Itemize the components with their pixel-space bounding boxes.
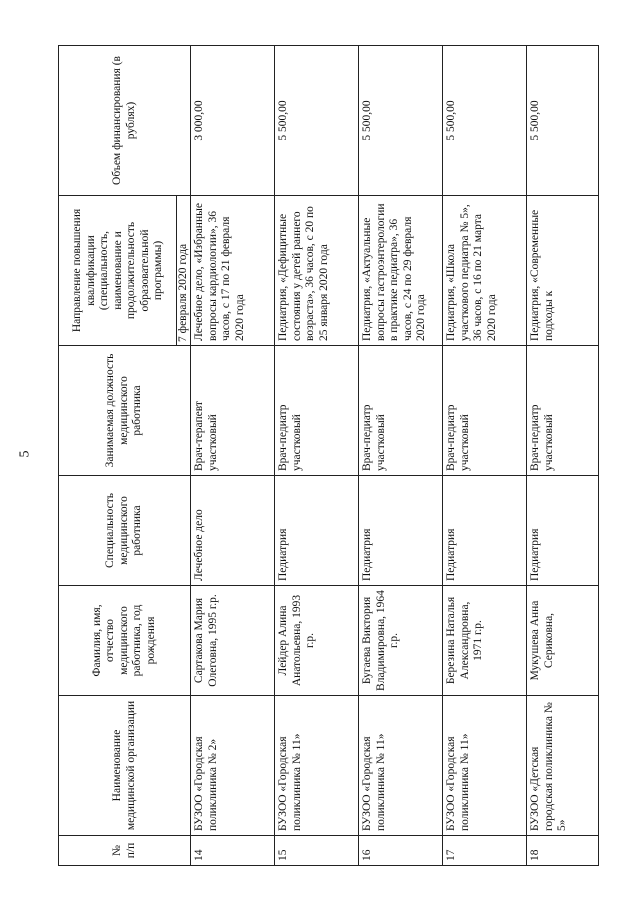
table-row — [275, 46, 359, 866]
table-row — [191, 46, 275, 866]
header-spec: Специальность медицинского работника — [59, 476, 191, 586]
header-num: № п/п — [59, 836, 191, 866]
cell-position: Врач-педиатр участковый — [359, 346, 443, 476]
cell-direction: Лечебное дело, «Избранные вопросы кардиологии», 36 часов, с 17 по 21 февраля 2020 года — [191, 196, 275, 346]
cell-num: 18 — [527, 836, 599, 866]
header-direction-text: Направление повышения квалификации (специальность, наименование и продолжительность образовательной программы) — [71, 208, 165, 333]
cell-num: 15 — [275, 836, 359, 866]
cell-spec: Педиатрия — [275, 476, 359, 586]
cell-num: 16 — [359, 836, 443, 866]
cell-funding: 5 500,00 — [359, 46, 443, 196]
cell-position: Врач-терапевт участковый — [191, 346, 275, 476]
rotated-page — [58, 46, 618, 866]
table-row — [359, 46, 443, 866]
header-name: Фамилия, имя, отчество медицинского работника, год рождения — [59, 586, 191, 696]
cell-funding: 5 500,00 — [443, 46, 527, 196]
cell-num: 14 — [191, 836, 275, 866]
cell-name: Березина Наталья Александровна, 1971 г.р. — [443, 586, 527, 696]
header-direction — [59, 196, 191, 346]
cell-funding: 3 000,00 — [191, 46, 275, 196]
cell-spec: Педиатрия — [443, 476, 527, 586]
cell-direction: Педиатрия, «Современные подходы к — [527, 196, 599, 346]
cell-name: Бугаева Виктория Владимировна, 1964 г.р. — [359, 586, 443, 696]
cell-name: Сартакова Мария Олеговна, 1995 г.р. — [191, 586, 275, 696]
cell-position: Врач-педиатр участковый — [527, 346, 599, 476]
staff-training-table — [58, 45, 599, 866]
cell-org: БУЗОО «Детская городская поликлиника № 5» — [527, 696, 599, 836]
cell-org: БУЗОО «Городская поликлиника № 11» — [443, 696, 527, 836]
cell-funding: 5 500,00 — [275, 46, 359, 196]
cell-direction: Педиатрия, «Актуальные вопросы гастроэнтерологии в практике педиатра», 36 часов, с 24 по 29 февраля 2020 года — [359, 196, 443, 346]
cell-name: Мукушева Анна Сериковна, — [527, 586, 599, 696]
cell-org: БУЗОО «Городская поликлиника № 11» — [275, 696, 359, 836]
cell-position: Врач-педиатр участковый — [443, 346, 527, 476]
cell-spec: Педиатрия — [527, 476, 599, 586]
header-position: Занимаемая должность медицинского работника — [59, 346, 191, 476]
cell-spec: Педиатрия — [359, 476, 443, 586]
cell-position: Врач-педиатр участковый — [275, 346, 359, 476]
table-row — [443, 46, 527, 866]
cell-name: Лейдер Алина Анатольевна, 1993 г.р. — [275, 586, 359, 696]
cell-spec: Лечебное дело — [191, 476, 275, 586]
cell-org: БУЗОО «Городская поликлиника № 11» — [359, 696, 443, 836]
cell-direction: Педиатрия, «Школа участкового педиатра № 5», 36 часов, с 16 по 21 марта 2020 года — [443, 196, 527, 346]
header-funding: Объем финансирования (в рублях) — [59, 46, 191, 196]
page-number: 5 — [17, 450, 33, 458]
cell-num: 17 — [443, 836, 527, 866]
table-row — [527, 46, 599, 866]
cell-org: БУЗОО «Городская поликлиника № 2» — [191, 696, 275, 836]
cell-direction: Педиатрия, «Дефицитные состояния у детей раннего возраста», 36 часов, с 20 по 25 января 2020 года — [275, 196, 359, 346]
cell-funding: 5 500,00 — [527, 46, 599, 196]
table-header-row — [59, 46, 191, 866]
carryover-line: 7 февраля 2020 года — [176, 196, 191, 346]
header-org: Наименование медицинской организации — [59, 696, 191, 836]
